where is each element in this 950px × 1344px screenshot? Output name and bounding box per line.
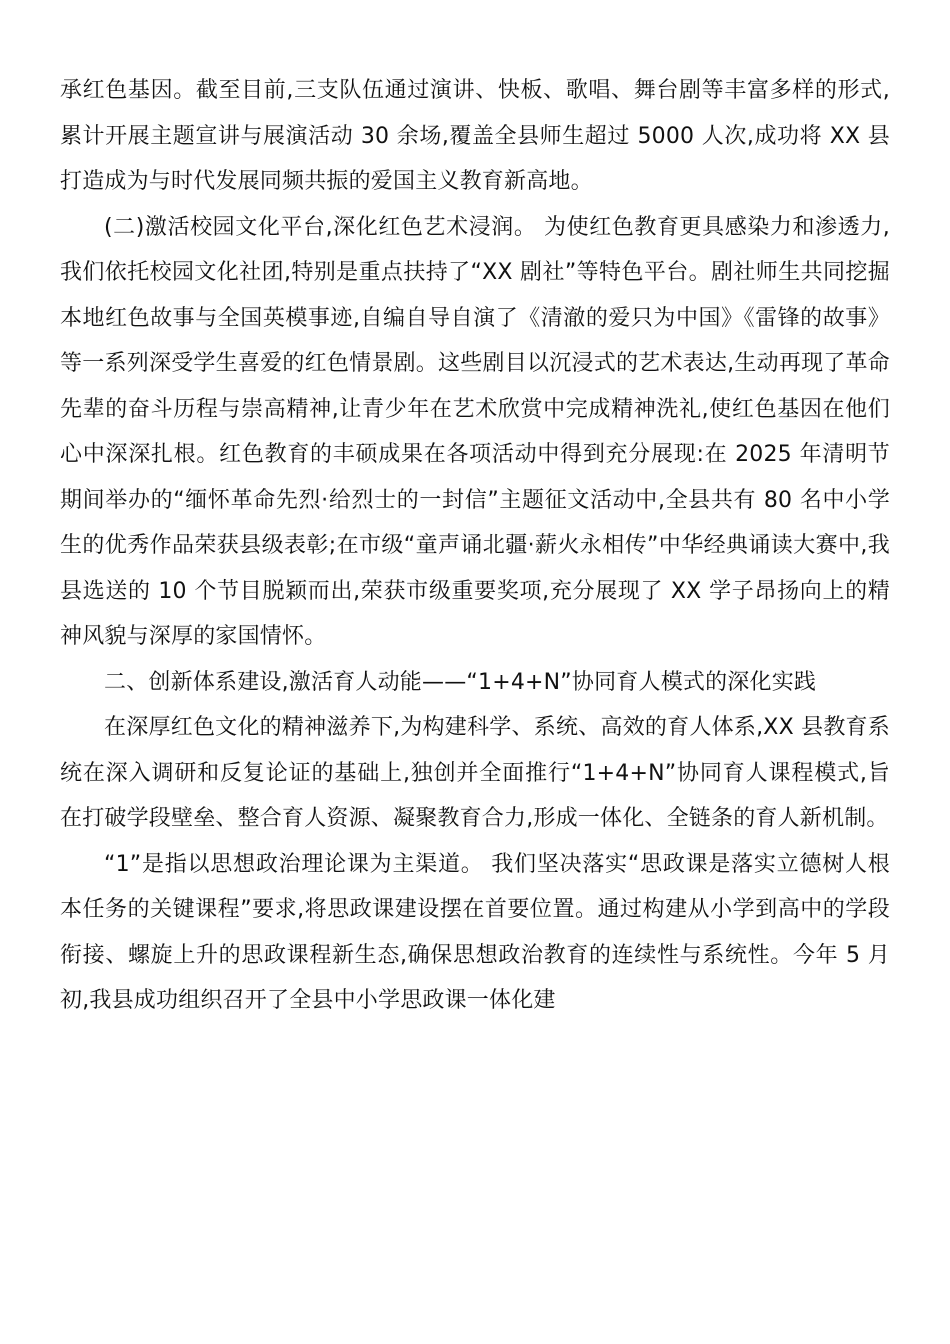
section-heading-innovation-system: 二、创新体系建设,激活育人动能——“1+4+N”协同育人模式的深化实践	[104, 669, 817, 695]
document-body	[60, 68, 890, 1024]
paragraph-campus-culture-platform: (二)激活校园文化平台,深化红色艺术浸润。 为使红色教育更具感染力和渗透力,我们依托校园文化社团,特别是重点扶持了“XX 剧社”等特色平台。剧社师生共同挖掘本地红色故事与全国英模事迹,自编自导自演了《清澈的爱只为中国》《雷锋的故事》等一系列深受学生喜爱的红色情景剧。这些剧目以沉浸式的艺术表达,生动再现了革命先辈的奋斗历程与崇高精神,让青少年在艺术欣赏中完成精神洗礼,使红色基因在他们心中深深扎根。红色教育的丰硕成果在各项活动中得到充分展现:在 2025 年清明节期间举办的“缅怀革命先烈·给烈士的一封信”主题征文活动中,全县共有 80 名中小学生的优秀作品荣获县级表彰;在市级“童声诵北疆·薪火永相传”中华经典诵读大赛中,我县选送的 10 个节目脱颖而出,荣获市级重要奖项,充分展现了 XX 学子昂扬向上的精神风貌与深厚的家国情怀。	[60, 214, 890, 649]
paragraph-red-gene-teams: 承红色基因。截至目前,三支队伍通过演讲、快板、歌唱、舞台剧等丰富多样的形式,累计开展主题宣讲与展演活动 30 余场,覆盖全县师生超过 5000 人次,成功将 XX 县打造成为与时代发展同频共振的爱国主义教育新高地。	[60, 78, 890, 194]
paragraph-education-system-model: 在深厚红色文化的精神滋养下,为构建科学、系统、高效的育人体系,XX 县教育系统在深入调研和反复论证的基础上,独创并全面推行“1+4+N”协同育人课程模式,旨在打破学段壁垒、整合育人资源、凝聚教育合力,形成一体化、全链条的育人新机制。	[60, 715, 890, 831]
paragraph-ideological-course: “1”是指以思想政治理论课为主渠道。 我们坚决落实“思政课是落实立德树人根本任务的关键课程”要求,将思政课建设摆在首要位置。通过构建从小学到高中的学段衔接、螺旋上升的思政课程新生态,确保思想政治教育的连续性与系统性。今年 5 月初,我县成功组织召开了全县中小学思政课一体化建	[60, 851, 890, 1013]
